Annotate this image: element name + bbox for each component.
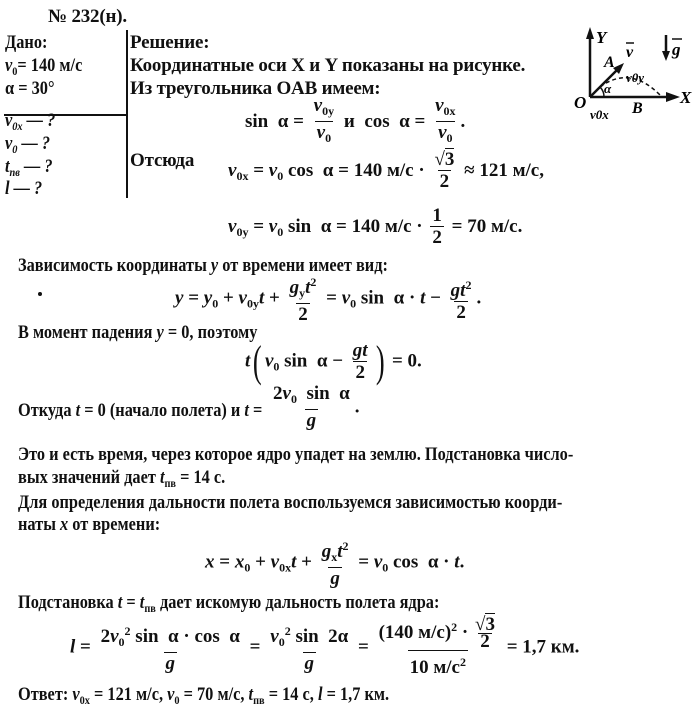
point-b-label: B — [632, 100, 643, 117]
unknown-t: $t_{пв}$ — ? — [5, 156, 53, 179]
formula-sin-cos: sin α = $\frac{v_{0y}}{v_0}$ и cos α = $\frac{v_{0x}}{v_0}$ . — [245, 96, 465, 149]
given-v0: $v_0= 140$ м/с — [5, 55, 83, 78]
stray-dot — [38, 292, 42, 296]
solution-line-axes: Координатные оси X и Y показаны на рисунке. — [130, 55, 526, 76]
unknown-v0: $v_0$ — ? — [5, 133, 51, 156]
answer-line: Ответ: $v_{0x} = 121$ м/с, $v_0 = 70$ м/с, $t_{пв} = 14$ с, l = 1,7 км. — [18, 684, 390, 707]
given-v0-value: = 140 м/с — [17, 55, 83, 76]
problem-number: № 232(н). — [48, 6, 127, 27]
formula-y: $y = y_0 + v_{0y}t$ + $\frac{g_yt^2}{2}$ = $v_0$ sin α · t − $\frac{gt^2}{2}$ . — [175, 275, 482, 325]
text-para-range-1: Для определения дальности полета воспользуемся зависимостью коорди- — [18, 492, 563, 513]
y-axis-arrow-icon — [586, 27, 594, 39]
text-para-time-2: вых значений дает $t_{пв} = 14$ с. — [18, 467, 226, 490]
solution-title: Решение: — [130, 32, 210, 53]
gravity-label: g — [672, 40, 681, 59]
point-a-label: A — [604, 54, 615, 71]
solution-hence: Отсюда — [130, 150, 195, 171]
text-para-time-1: Это и есть время, через которое ядро упадет на землю. Подстановка число- — [18, 444, 574, 465]
text-para-range-2: наты x от времени: — [18, 514, 161, 535]
velocity-label: v — [626, 44, 634, 61]
text-subst: Подстановка $t = t_{пв}$ дает искомую дальность полета ядра: — [18, 592, 440, 615]
y-axis-label: Y — [596, 28, 607, 47]
unknown-v0x: $v_{0x}$ — ? — [5, 110, 56, 133]
given-alpha: α = 30° — [5, 78, 55, 99]
unknown-l: l — ? — [5, 178, 43, 199]
v0y-label: v0y — [626, 70, 645, 85]
formula-t-flight: $\frac{2v_0 \sin \alpha}{g}$ . — [273, 383, 360, 431]
formula-range: l = $\frac{2v_0^2 \sin \alpha \cdot \cos \alpha}{g}$ = $\frac{v_0^2 \sin 2\alpha}{g}$ = (140 м/с)$^2$ · $\frac{√3}{2}$ 10 $м/с^2$ = 1,7 км. — [70, 614, 580, 679]
text-whence: Откуда t = 0 (начало полета) и t = — [18, 400, 263, 421]
given-title: Дано: — [5, 32, 48, 53]
formula-fall-eq: t( $v_0$ sin α − $\frac{gt}{2}$ ) = 0. — [245, 337, 422, 386]
text-dependency-y: Зависимость координаты y от времени имеет вид: — [18, 255, 388, 276]
angle-label: α — [604, 81, 612, 96]
solution-line-triangle: Из треугольника OAB имеем: — [130, 78, 381, 99]
column-separator — [126, 30, 128, 198]
gravity-arrow-icon — [662, 51, 670, 61]
x-axis-arrow-icon — [666, 92, 680, 102]
formula-v0y: $v_{0y} = v_0$ sin α = 140 м/с · $\frac{1}{2}$ = 70 м/с. — [228, 205, 523, 248]
projectile-diagram — [560, 25, 700, 125]
x-axis-label: X — [680, 88, 692, 107]
origin-label: O — [574, 93, 587, 112]
formula-v0x: $v_{0x} = v_0$ cos α = 140 м/с · $\frac{√3}{2}$ ≈ 121 м/с, — [228, 149, 544, 192]
text-fall-moment: В момент падения y = 0, поэтому — [18, 322, 258, 343]
formula-x: $x = x_0 + v_{0x}t$ + $\frac{g_xt^2}{g}$ = $v_0$ cos α · t. — [205, 539, 465, 589]
v0x-label: v0x — [590, 107, 609, 122]
